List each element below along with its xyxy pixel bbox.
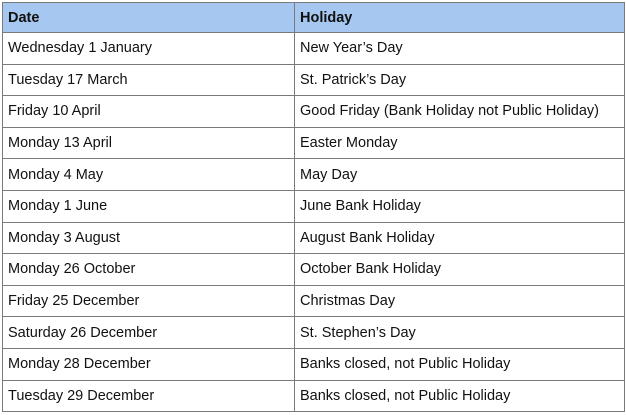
holiday-cell: Christmas Day: [295, 285, 625, 317]
date-cell: Monday 13 April: [3, 127, 295, 159]
holiday-cell: June Bank Holiday: [295, 190, 625, 222]
table-row: [3, 33, 625, 65]
holiday-cell: October Bank Holiday: [295, 254, 625, 286]
table-row: [3, 190, 625, 222]
date-cell: Friday 25 December: [3, 285, 295, 317]
table-row: [3, 96, 625, 128]
date-cell: Tuesday 29 December: [3, 380, 295, 412]
holiday-cell: Easter Monday: [295, 127, 625, 159]
table-row: [3, 127, 625, 159]
table-row: [3, 222, 625, 254]
date-cell: Monday 3 August: [3, 222, 295, 254]
date-cell: Monday 4 May: [3, 159, 295, 191]
date-cell: Monday 26 October: [3, 254, 295, 286]
header-row: [3, 3, 625, 33]
holiday-cell: St. Patrick’s Day: [295, 64, 625, 96]
table-row: [3, 159, 625, 191]
column-header-date: Date: [3, 3, 295, 33]
table-row: [3, 317, 625, 349]
holiday-cell: New Year’s Day: [295, 33, 625, 65]
table-row: [3, 348, 625, 380]
column-header-holiday: Holiday: [295, 3, 625, 33]
holiday-cell: Banks closed, not Public Holiday: [295, 348, 625, 380]
date-cell: Friday 10 April: [3, 96, 295, 128]
table-row: [3, 380, 625, 412]
holiday-cell: Good Friday (Bank Holiday not Public Holiday): [295, 96, 625, 128]
date-cell: Monday 28 December: [3, 348, 295, 380]
date-cell: Monday 1 June: [3, 190, 295, 222]
table-row: [3, 285, 625, 317]
date-cell: Saturday 26 December: [3, 317, 295, 349]
holiday-table: [2, 2, 625, 412]
table-row: [3, 64, 625, 96]
holiday-cell: May Day: [295, 159, 625, 191]
table-row: [3, 254, 625, 286]
date-cell: Tuesday 17 March: [3, 64, 295, 96]
holiday-cell: August Bank Holiday: [295, 222, 625, 254]
holiday-cell: Banks closed, not Public Holiday: [295, 380, 625, 412]
holiday-cell: St. Stephen’s Day: [295, 317, 625, 349]
date-cell: Wednesday 1 January: [3, 33, 295, 65]
